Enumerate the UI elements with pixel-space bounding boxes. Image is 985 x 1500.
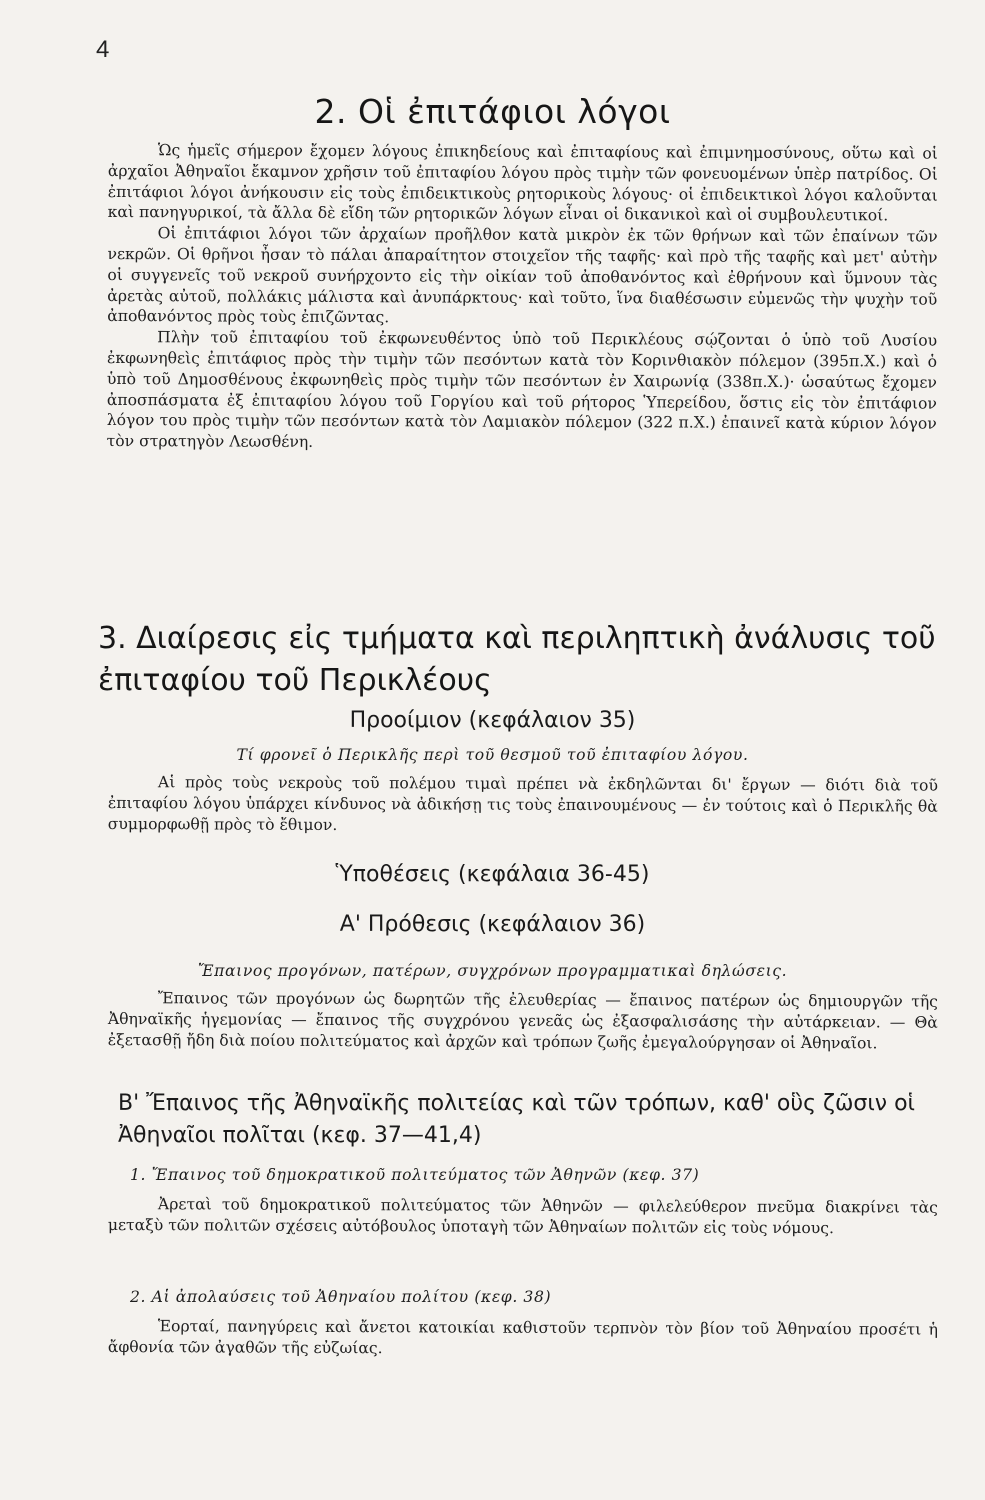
section-2-paragraph: Πλὴν τοῦ ἐπιταφίου τοῦ ἐκφωνευθέντος ὑπὸ τοῦ Περικλέους σῴζονται ὁ ὑπὸ τοῦ Λυσίου ἐκφωνηθεὶς ἐπιτάφιος πρὸς τὴν τιμὴν τῶν πεσόντων κατὰ τὸν Κορινθιακὸν πόλεμον (395π.Χ.) καὶ ὁ ὑπὸ τοῦ Δημοσθένους ἐκφωνηθεὶς πρὸς τιμὴν τῶν πεσόντων ἐν Χαιρωνίᾳ (338π.Χ.)· ὡσαύτως ἔχομεν ἀποσπάσματα ἐξ ἐπιταφίου λόγου τοῦ Γοργίου καὶ τοῦ ρήτορος Ὑπερείδου, ὅστις εἰς τὸν ἐπιτάφιον λόγον του πρὸς τιμὴν τῶν πεσόντων κατὰ τὸν Λαμιακὸν πόλεμον (322 π.Χ.) ἐπαινεῖ κατὰ κύριον λόγον τὸν στρατηγὸν Λεωσθένη. — [106, 328, 938, 452]
prooimion-body — [108, 772, 938, 838]
prooimion-heading: Προοίμιον (κεφάλαιον 35) — [349, 708, 636, 733]
prothesis-heading: Α' Πρόθεσις (κεφάλαιον 36) — [339, 912, 646, 937]
prothesis-italic-heading: Ἔπαινος προγόνων, πατέρων, συγχρόνων προγραμματικαὶ δηλώσεις. — [197, 962, 788, 980]
b-sub2-italic-heading: 2. Αἱ ἀπολαύσεις τοῦ Ἀθηναίου πολίτου (κεφ. 38) — [130, 1288, 552, 1306]
prooimion-text: Αἱ πρὸς τοὺς νεκροὺς τοῦ πολέμου τιμαὶ πρέπει νὰ ἐκδηλῶνται δι' ἔργων — διότι διὰ τοῦ ἐπιταφίου λόγου ὑπάρχει κίνδυνος νὰ ἀδικήσῃ τις τοὺς ἐπαινουμένους — ἐν τούτοις καὶ ὁ Περικλῆς θὰ συμμορφωθῇ πρὸς τὸ ἔθιμον. — [107, 773, 938, 834]
section-2-body — [107, 140, 938, 456]
b-sub1-text: Ἀρεταὶ τοῦ δημοκρατικοῦ πολιτεύματος τῶν Ἀθηνῶν — φιλελεύθερον πνεῦμα διακρίνει τὰς μεταξὺ τῶν πολιτῶν σχέσεις αὐτόβουλος ὑποταγὴ τῶν Ἀθηναίων πολιτῶν εἰς τοὺς νόμους. — [107, 1195, 938, 1237]
hypotheseis-heading: Ὑποθέσεις (κεφάλαια 36-45) — [335, 862, 650, 887]
b-sub2-body — [108, 1316, 938, 1361]
b-sub2-text: Ἑορταί, πανηγύρεις καὶ ἄνετοι κατοικίαι καθιστοῦν τερπνὸν τὸν βίον τοῦ Ἀθηναίου προσέτι ἡ ἄφθονία τῶν ἀγαθῶν τῆς εὐζωίας. — [107, 1317, 938, 1357]
b-sub1-body — [108, 1194, 938, 1239]
b-section-heading: Β' Ἔπαινος τῆς Ἀθηναϊκῆς πολιτείας καὶ τῶν τρόπων, καθ' οὓς ζῶσιν οἱ Ἀθηναῖοι πολῖται (κεφ. 37—41,4) — [118, 1091, 915, 1148]
prothesis-text: Ἔπαινος τῶν προγόνων ὡς δωρητῶν τῆς ἐλευθερίας — ἔπαινος πατέρων ὡς δημιουργῶν τῆς Ἀθηναϊκῆς ἡγεμονίας — ἔπαινος τῆς συγχρόνου γενεᾶς ὡς ἐξασφαλισάσης τὴν αὐτάρκειαν. — Θὰ ἐξετασθῇ ἤδη διὰ ποίου πολιτεύματος καὶ ἀρχῶν καὶ τρόπων ζωῆς ἐμεγαλούργησαν οἱ Ἀθηναῖοι. — [107, 989, 938, 1052]
section-2-paragraph: Ὡς ἡμεῖς σήμερον ἔχομεν λόγους ἐπικηδείους καὶ ἐπιταφίους καὶ ἐπιμνημοσύνους, οὕτω καὶ οἱ ἀρχαῖοι Ἀθηναῖοι ἔκαμνον χρῆσιν τοῦ ἐπιταφίου λόγου πρὸς τιμὴν τῶν φονευομένων ὑπὲρ πατρίδος. Οἱ ἐπιτάφιοι λόγοι ἀνήκουσιν εἰς τοὺς ἐπιδεικτικοὺς ρητορικοὺς λόγους· οἱ ἐπιδεικτικοὶ λόγοι καλοῦνται καὶ πανηγυρικοί, τὰ ἄλλα δὲ εἴδη τῶν ρητορικῶν λόγων εἶναι οἱ δικανικοὶ καὶ οἱ συμβουλευτικοί. — [107, 141, 938, 225]
section-2-paragraph: Οἱ ἐπιτάφιοι λόγοι τῶν ἀρχαίων προῆλθον κατὰ μικρὸν ἐκ τῶν θρήνων καὶ τῶν ἐπαίνων τῶν νεκρῶν. Οἱ θρῆνοι ἦσαν τὸ πάλαι ἀπαραίτητον στοιχεῖον τῆς ταφῆς· καὶ πρὸ τῆς ταφῆς καὶ μετ' αὐτὴν οἱ συγγενεῖς τοῦ νεκροῦ συνήρχοντο εἰς τὴν οἰκίαν τοῦ ἀποθανόντος καὶ ἐθρήνουν καὶ ὕμνουν τὰς ἀρετὰς αὐτοῦ, πολλάκις μάλιστα καὶ ἀνυπάρκτους· καὶ τοῦτο, ἵνα διαθέσωσιν εὐμενῶς τὴν ψυχὴν τοῦ ἀποθανόντος πρὸς τοὺς ἐπιζῶντας. — [107, 224, 938, 327]
page-number: 4 — [96, 36, 110, 63]
section-3-title: 3. Διαίρεσις εἰς τμήματα καὶ περιληπτικὴ ἀνάλυσις τοῦ ἐπιταφίου τοῦ Περικλέους — [98, 621, 936, 698]
b-sub1-italic-heading: 1. Ἔπαινος τοῦ δημοκρατικοῦ πολιτεύματος τῶν Ἀθηνῶν (κεφ. 37) — [130, 1166, 700, 1184]
section-2-title: 2. Οἱ ἐπιτάφιοι λόγοι — [314, 92, 671, 131]
prothesis-body — [108, 988, 938, 1054]
prooimion-italic-heading: Τί φρονεῖ ὁ Περικλῆς περὶ τοῦ θεσμοῦ τοῦ ἐπιταφίου λόγου. — [236, 746, 749, 764]
